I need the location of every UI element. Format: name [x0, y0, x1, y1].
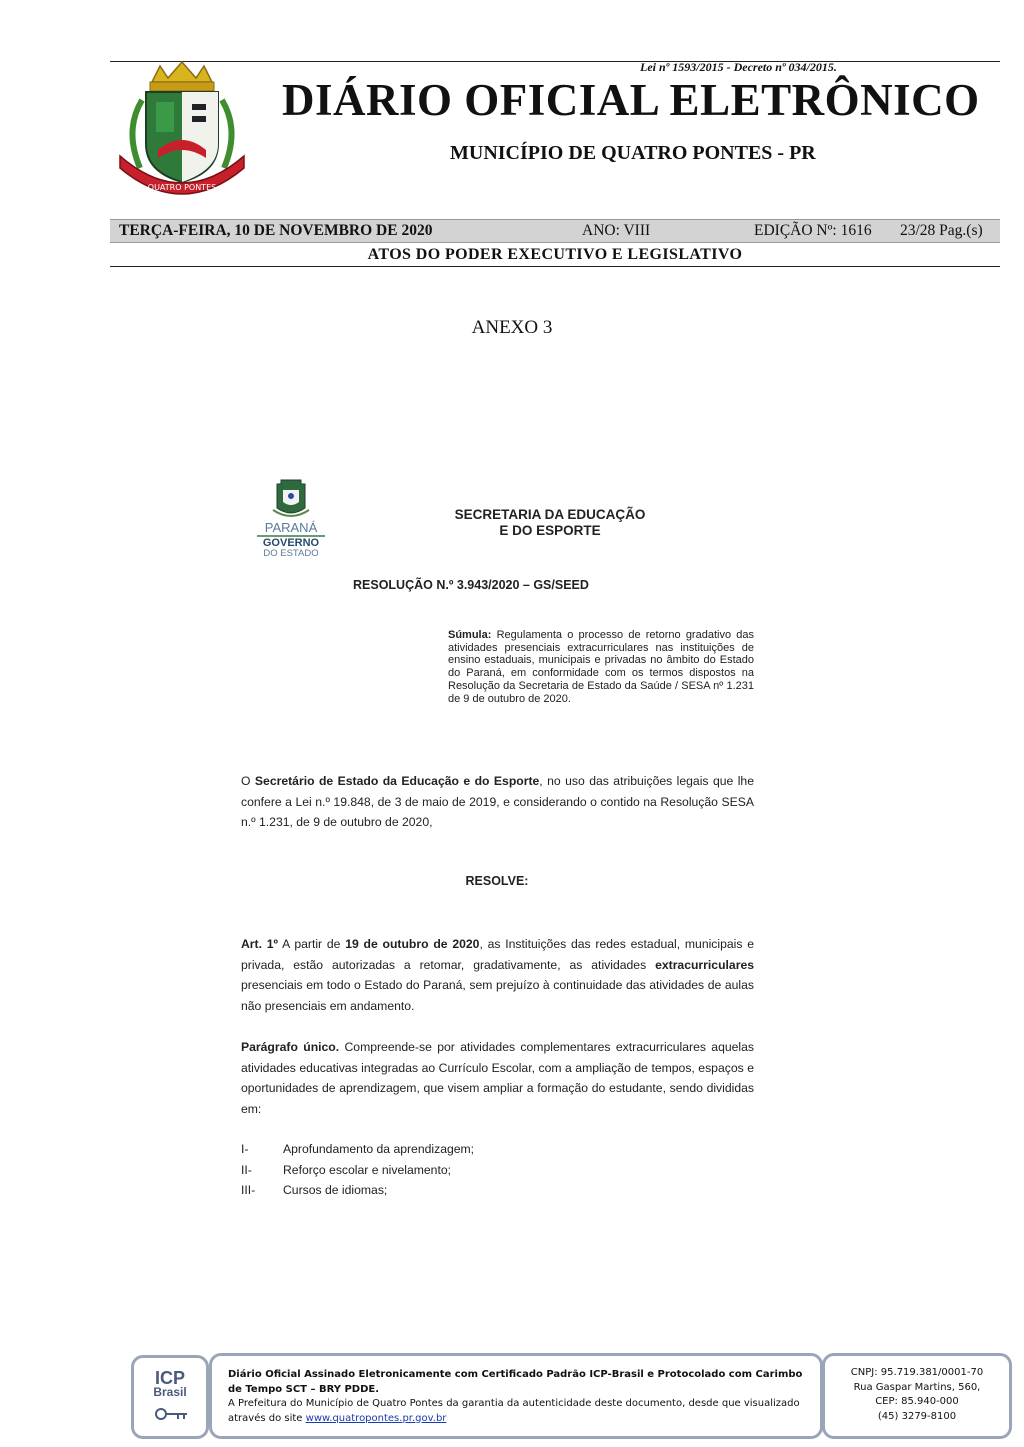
icp-brasil-label: Brasil [153, 1385, 187, 1399]
street-address: Rua Gaspar Martins, 560, [853, 1381, 981, 1393]
annex-title: ANEXO 3 [471, 317, 553, 338]
municipality-name: MUNICÍPIO DE QUATRO PONTES - PR [450, 142, 816, 164]
list-item-number: I- [241, 1142, 249, 1156]
resolve-heading: RESOLVE: [465, 874, 529, 888]
signature-statement: Diário Oficial Assinado Eletronicamente com Certificado Padrão ICP-Brasil e Protocolado com Carimbo de Tempo SCT – BRY PDDE. [228, 1369, 803, 1395]
resolution-number: RESOLUÇÃO N.º 3.943/2020 – GS/SEED [353, 578, 589, 592]
list-item-number: III- [241, 1183, 256, 1197]
article-1-date: 19 de outubro de 2020 [345, 937, 480, 951]
secretariat-line-2: E DO ESPORTE [499, 523, 601, 538]
list-item-text: Reforço escolar e nivelamento; [283, 1162, 452, 1177]
contact-box [822, 1353, 1012, 1439]
section-rule [110, 266, 1000, 267]
list-item-text: Aprofundamento da aprendizagem; [283, 1142, 475, 1156]
edition-info-bar [110, 219, 1000, 243]
list-item-text: Cursos de idiomas; [283, 1183, 388, 1197]
intro-secretary: Secretário de Estado da Educação e do Esporte [254, 774, 540, 788]
parana-government-logo-icon [253, 478, 329, 560]
intro-prefix: O [241, 774, 255, 788]
signature-notice-box [209, 1353, 823, 1439]
icp-label: ICP [154, 1368, 185, 1388]
edition-number: EDIÇÃO Nº: 1616 [754, 222, 872, 239]
site-link[interactable]: www.quatropontes.pr.gov.br [305, 1412, 447, 1424]
page-count: 23/28 Pag.(s) [900, 222, 983, 239]
logo-governo-text: GOVERNO [262, 537, 320, 549]
page-title: DIÁRIO OFICIAL ELETRÔNICO [282, 75, 980, 125]
intro-rest: , no uso das atribuições legais que lhe confere a Lei n.º 19.848, de 3 de maio de 2019, e considerando o contido na Resolução SESA n.º 1.231, de 9 de outubro de 2020, [241, 774, 754, 829]
edition-date: TERÇA-FEIRA, 10 DE NOVEMBRO DE 2020 [119, 222, 433, 239]
sole-paragraph-label: Parágrafo único. [241, 1040, 340, 1054]
sumula-text: Regulamenta o processo de retorno gradativo das atividades presenciais extracurriculares nas instituições de ensino estaduais, municipais e privadas no âmbito do Estado do Paraná, em conformidade com os termos dispostos na Resolução da Secretaria de Estado da Saúde / SESA nº 1.231 de 9 de outubro de 2020. [448, 629, 754, 705]
crest-ribbon-text: QUATRO PONTES [147, 183, 217, 192]
secretariat-title [425, 507, 675, 539]
article-1 [241, 934, 754, 1016]
sumula-block [448, 629, 754, 705]
article-1-text-b: , as Instituições das redes estadual, municipais e privada, estão autorizadas a retomar, gradativamente, as atividades [241, 937, 755, 972]
postal-code: CEP: 85.940-000 [875, 1396, 959, 1407]
secretariat-line-1: SECRETARIA DA EDUCAÇÃO [454, 507, 646, 522]
article-1-keyword: extracurriculares [655, 957, 754, 972]
icp-brasil-badge [131, 1355, 209, 1439]
sole-paragraph-text: Compreende-se por atividades complementares extracurriculares aquelas atividades educativas integradas ao Currículo Escolar, com a ampliação de tempos, espaços e oportunidades de aprendizagem, que visem ampliar a formação do estudante, sendo divididas em: [241, 1040, 755, 1116]
logo-estado-text: DO ESTADO [263, 548, 319, 559]
authenticity-statement: A Prefeitura do Município de Quatro Pontes da garantia da autenticidade deste documento, desde que visualizado através do site [228, 1398, 800, 1424]
law-reference: Lei nº 1593/2015 - Decreto nº 034/2015. [640, 60, 837, 74]
sole-paragraph [241, 1037, 754, 1119]
list-item-number: II- [241, 1162, 252, 1177]
edition-year: ANO: VIII [582, 222, 651, 239]
article-1-label: Art. 1º [241, 937, 278, 951]
intro-paragraph [241, 771, 754, 833]
municipal-crest-icon [112, 60, 252, 200]
key-icon [154, 1404, 190, 1424]
phone-number: (45) 3279-8100 [877, 1410, 957, 1422]
logo-parana-text: PARANÁ [264, 520, 318, 535]
article-1-text-c: presenciais em todo o Estado do Paraná, sem prejuízo à continuidade das atividades de aulas não presenciais em andamento. [241, 978, 754, 1013]
article-1-text-a: A partir de [278, 937, 346, 951]
sumula-label: Súmula: [448, 629, 492, 641]
section-title: ATOS DO PODER EXECUTIVO E LEGISLATIVO [367, 246, 743, 263]
cnpj-text: CNPJ: 95.719.381/0001-70 [850, 1367, 984, 1378]
